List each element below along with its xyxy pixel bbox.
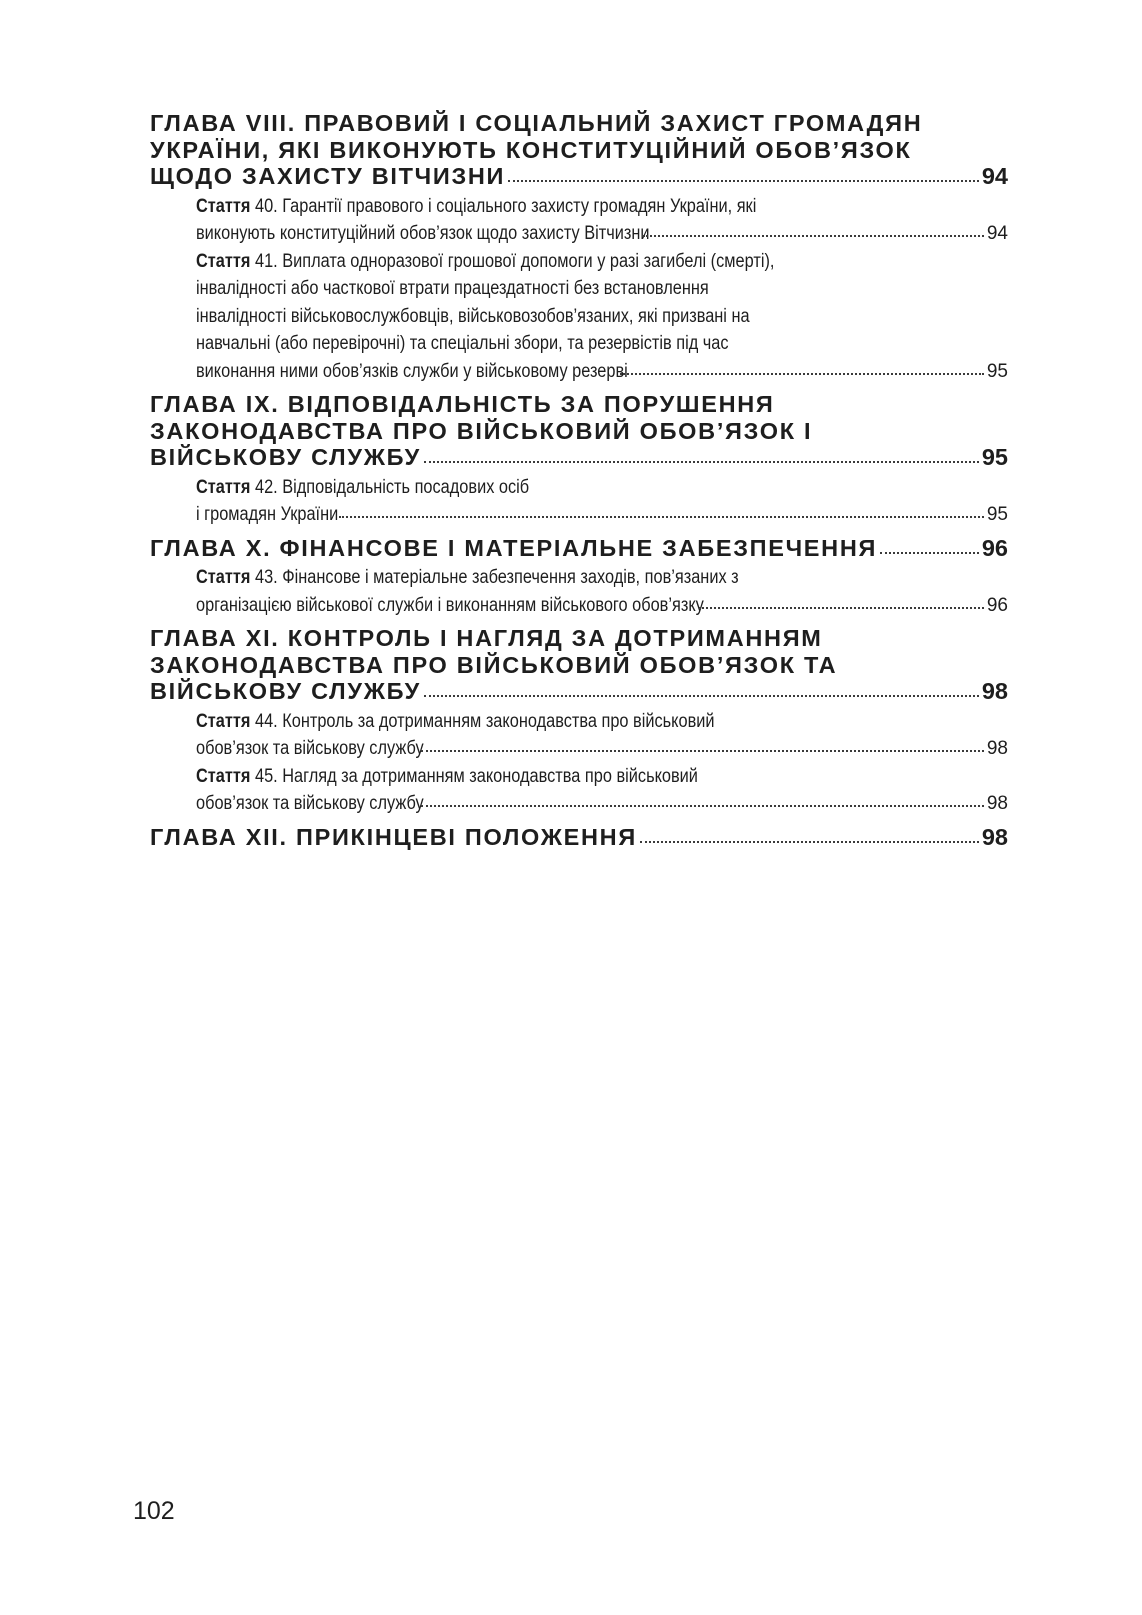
toc-article-42 <box>196 474 1008 529</box>
page-ref: 98 <box>981 823 1008 850</box>
page-ref: 95 <box>986 360 1008 382</box>
toc-article-43 <box>196 564 1008 619</box>
chapter-title-line: ГЛАВА IX. ВІДПОВІДАЛЬНІСТЬ ЗА ПОРУШЕННЯ <box>150 391 775 417</box>
page-ref: 96 <box>981 534 1008 561</box>
toc-article-41 <box>196 248 1008 386</box>
page-ref: 98 <box>981 678 1008 704</box>
article-keyword: Стаття <box>196 250 251 272</box>
dot-leader <box>424 695 979 697</box>
page-number: 102 <box>133 1497 175 1525</box>
page-ref: 98 <box>986 738 1008 759</box>
dot-leader <box>643 235 984 237</box>
article-title-line: 41. Виплата одноразової грошової допомоги у разі загибелі (смерті), <box>250 250 775 272</box>
toc-chapter-12 <box>150 824 1008 851</box>
article-title-line: 45. Нагляд за дотриманням законодавства про військовий <box>250 765 698 787</box>
page-ref: 95 <box>981 444 1008 470</box>
dot-leader <box>421 750 984 752</box>
article-title-line: обов’язок та військову службу <box>196 793 424 814</box>
article-title-line: 44. Контроль за дотриманням законодавства про військовий <box>250 710 715 732</box>
chapter-title-line: ВІЙСЬКОВУ СЛУЖБУ <box>150 444 421 470</box>
dot-leader <box>880 552 979 554</box>
chapter-title-line: ГЛАВА XII. ПРИКІНЦЕВІ ПОЛОЖЕННЯ <box>150 823 637 850</box>
article-title-line: навчальні (або перевірочні) та спеціальні збори, та резервістів під час <box>196 333 729 354</box>
toc-chapter-11 <box>150 625 1008 705</box>
dot-leader <box>699 607 984 609</box>
chapter-title-line: ВІЙСЬКОВУ СЛУЖБУ <box>150 678 421 704</box>
article-keyword: Стаття <box>196 710 251 732</box>
article-title-line: обов’язок та військову службу <box>196 738 424 759</box>
page-ref: 95 <box>986 504 1008 525</box>
article-title-line: інвалідності військовослужбовців, військовозобов’язаних, які призвані на <box>196 305 750 327</box>
page-ref: 96 <box>986 594 1008 616</box>
article-title-line: 42. Відповідальність посадових осіб <box>250 476 530 498</box>
article-title-line: виконують конституційний обов’язок щодо захисту Вітчизни <box>196 223 650 244</box>
dot-leader <box>421 805 984 807</box>
article-keyword: Стаття <box>196 765 251 787</box>
chapter-title-line: УКРАЇНИ, ЯКІ ВИКОНУЮТЬ КОНСТИТУЦІЙНИЙ ОБОВ’ЯЗОК <box>150 136 912 163</box>
dot-leader <box>508 180 979 182</box>
chapter-title-line: ЗАКОНОДАВСТВА ПРО ВІЙСЬКОВИЙ ОБОВ’ЯЗОК ТА <box>150 651 838 678</box>
article-title-line: виконання ними обов’язків служби у військовому резерві <box>196 360 628 382</box>
toc-article-45 <box>196 763 1008 818</box>
toc-article-40 <box>196 193 1008 248</box>
article-title-line: 40. Гарантії правового і соціального захисту громадян України, які <box>250 195 757 217</box>
article-keyword: Стаття <box>196 476 251 498</box>
table-of-contents <box>150 110 1008 850</box>
dot-leader <box>339 516 983 518</box>
dot-leader <box>620 373 984 375</box>
article-title-line: інвалідності або часткової втрати працездатності без встановлення <box>196 278 709 299</box>
toc-chapter-8 <box>150 110 1008 190</box>
toc-chapter-9 <box>150 391 1008 471</box>
dot-leader <box>424 461 979 463</box>
chapter-title-line: ГЛАВА XI. КОНТРОЛЬ І НАГЛЯД ЗА ДОТРИМАННЯМ <box>150 625 823 651</box>
page-ref: 94 <box>986 223 1008 244</box>
page-ref: 98 <box>986 793 1008 814</box>
toc-chapter-10 <box>150 535 1008 562</box>
chapter-title-line: ГЛАВА VIII. ПРАВОВИЙ І СОЦІАЛЬНИЙ ЗАХИСТ ГРОМАДЯН <box>150 110 923 136</box>
article-keyword: Стаття <box>196 195 251 217</box>
page-ref: 94 <box>981 163 1008 189</box>
dot-leader <box>640 841 979 843</box>
article-keyword: Стаття <box>196 567 251 588</box>
chapter-title-line: ГЛАВА X. ФІНАНСОВЕ І МАТЕРІАЛЬНЕ ЗАБЕЗПЕЧЕННЯ <box>150 534 878 561</box>
toc-article-44 <box>196 708 1008 763</box>
article-title-line: 43. Фінансове і матеріальне забезпечення заходів, пов’язаних з <box>250 567 739 588</box>
chapter-title-line: ЩОДО ЗАХИСТУ ВІТЧИЗНИ <box>150 163 506 189</box>
article-title-line: організацією військової служби і виконанням військового обов’язку <box>196 594 704 616</box>
article-title-line: і громадян України <box>196 504 339 525</box>
chapter-title-line: ЗАКОНОДАВСТВА ПРО ВІЙСЬКОВИЙ ОБОВ’ЯЗОК І <box>150 417 813 444</box>
